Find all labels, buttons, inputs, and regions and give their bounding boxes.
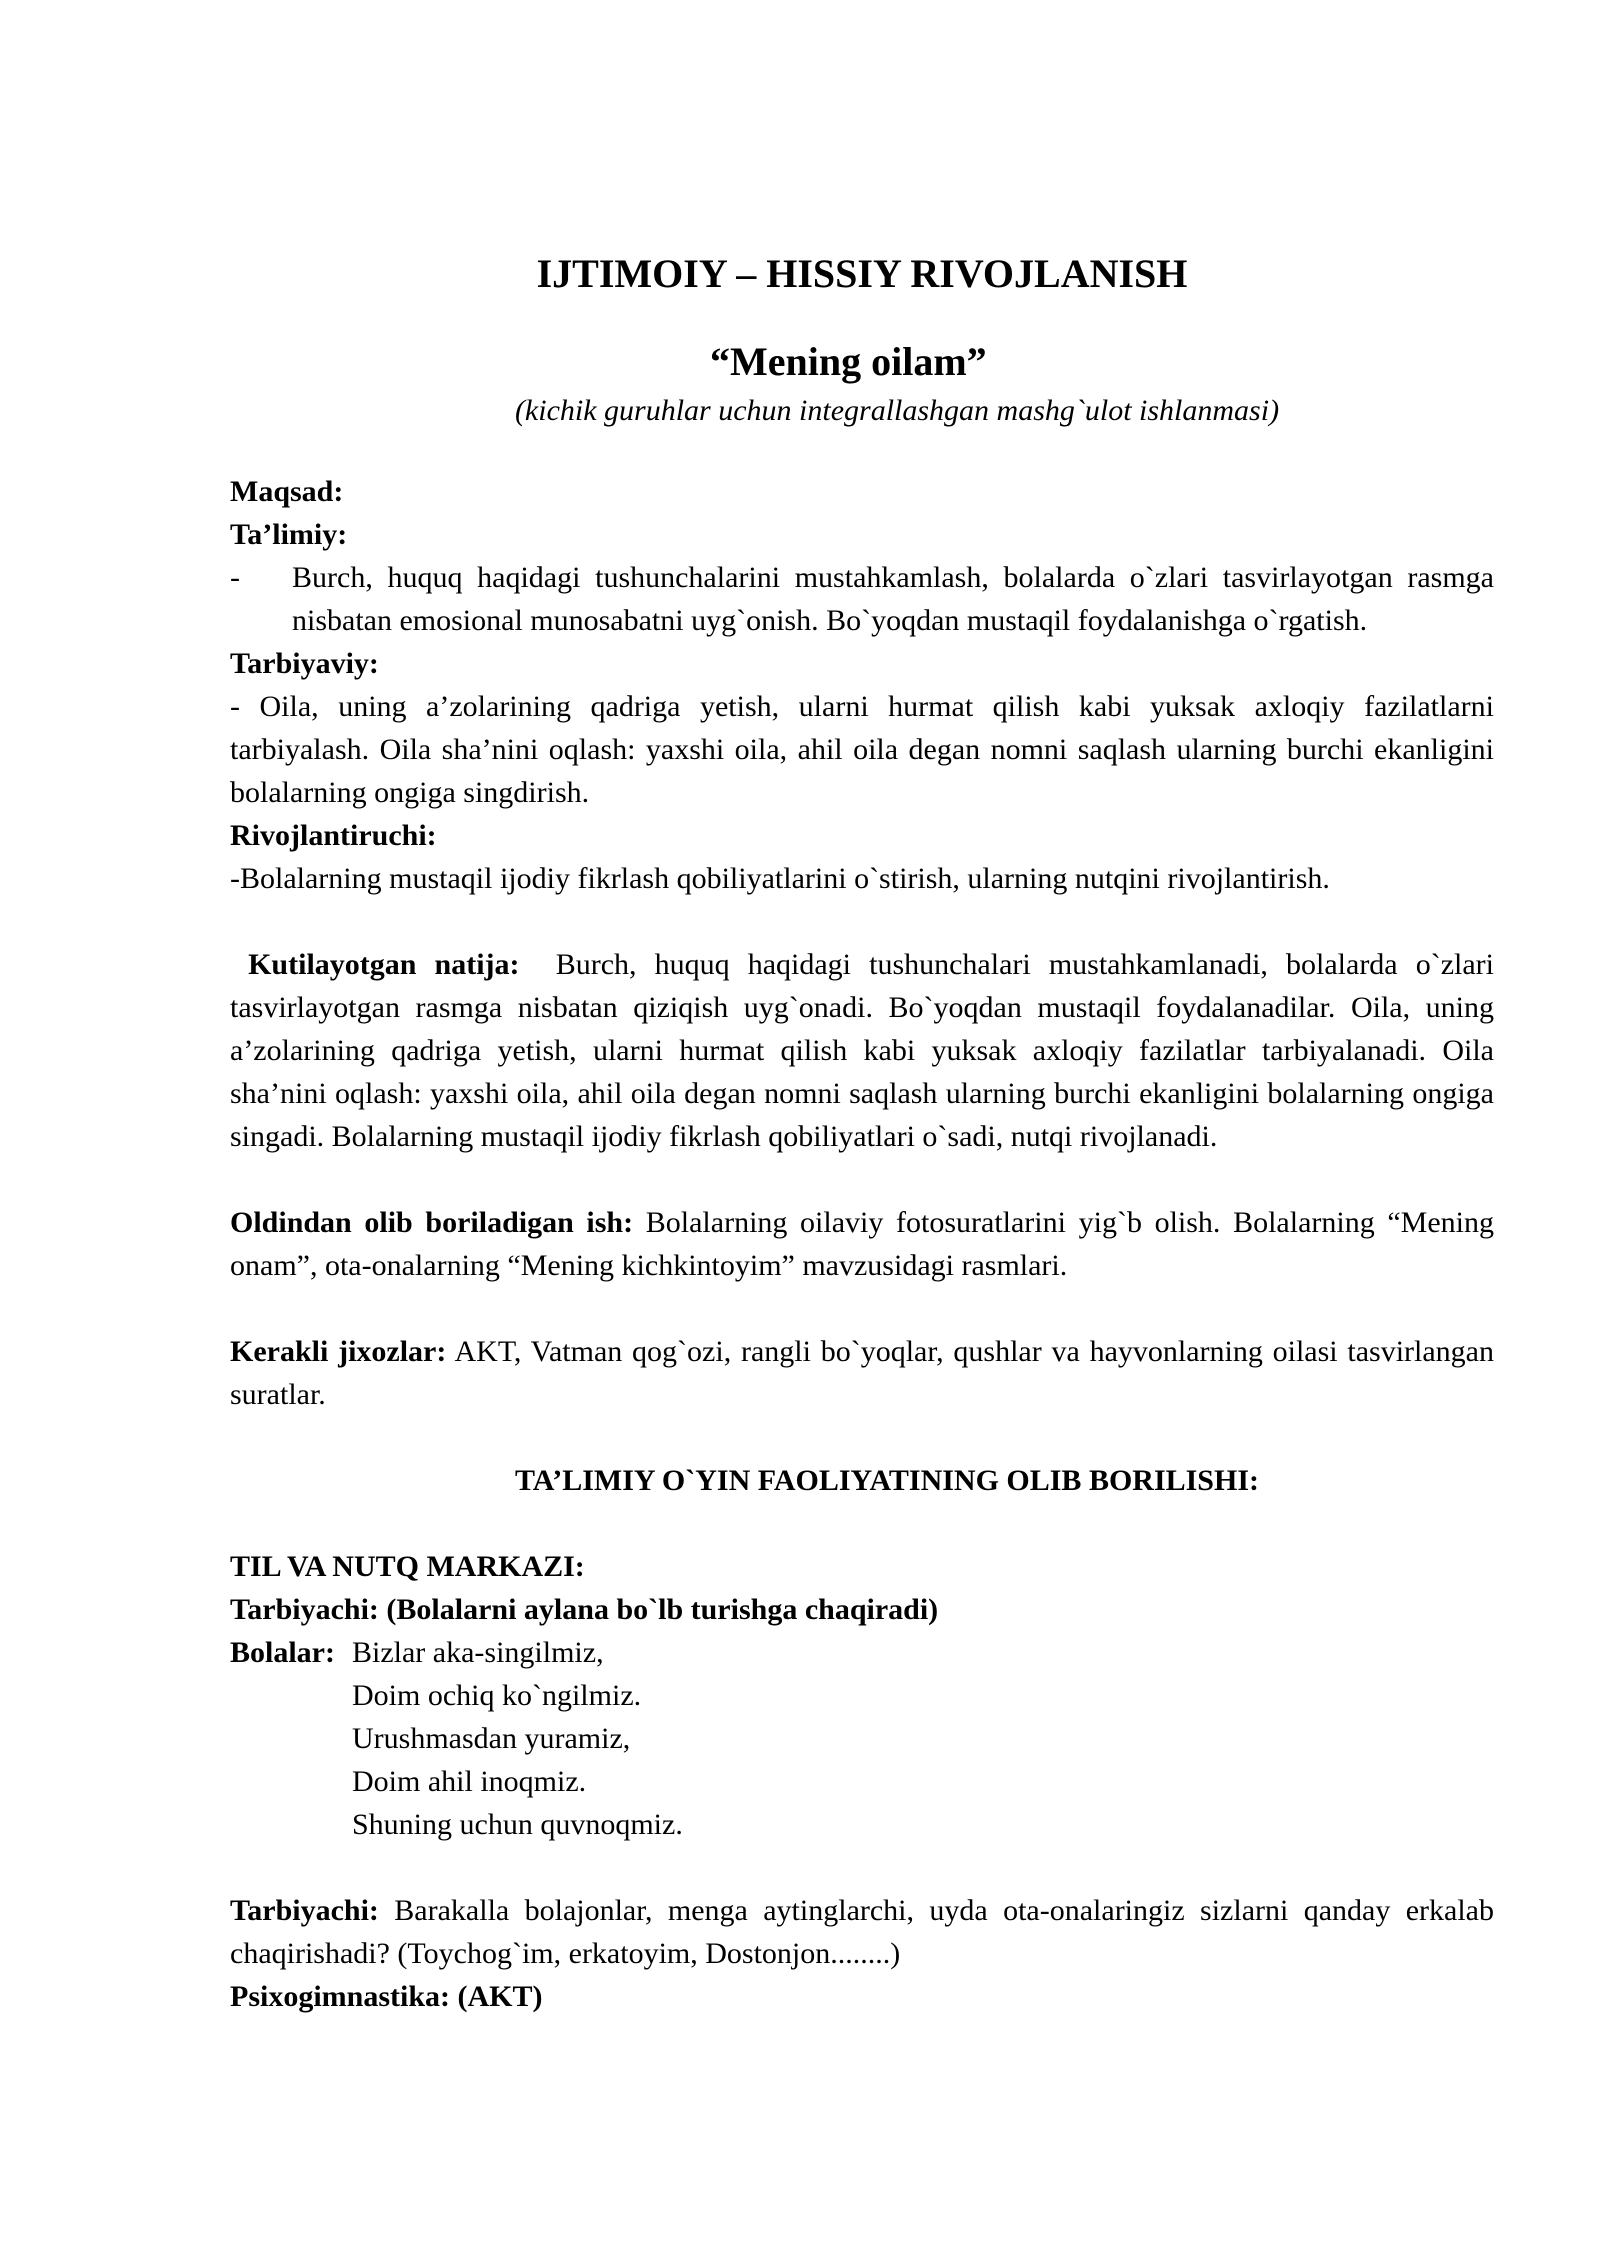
page-title: IJTIMOIY – HISSIY RIVOJLANISH (536, 251, 1188, 296)
poem-line: Shuning uchun quvnoqmiz. (352, 1808, 683, 1841)
expected-paragraph (230, 943, 1494, 1158)
tarbiyaviy-label: Tarbiyaviy: (230, 647, 379, 680)
rivoj-label: Rivojlantiruchi: (230, 819, 437, 852)
expected-label: Kutilayotgan natija: (248, 948, 520, 981)
poem-line: Doim ahil inoqmiz. (352, 1765, 587, 1798)
teacher-question-paragraph (230, 1889, 1494, 1975)
tarbiyaviy-text: - Oila, uning a’zolarining qadriga yetish, ularni hurmat qilish kabi yuksak axloqiy fazilatlarni tarbiyalash. Oila sha’nini oqlash: yaxshi oila, ahil oila degan nomni saqlash ularning burchi ekanligini bolalarning ongiga singdirish. (230, 690, 1494, 809)
spacer (230, 900, 1494, 943)
page-subtitle: “Mening oilam” (710, 339, 987, 384)
poem (230, 1631, 1494, 1846)
teacher-intro: Tarbiyachi: (Bolalarni aylana bo`lb turishga chaqiradi) (230, 1593, 939, 1626)
center-heading: TIL VA NUTQ MARKAZI: (230, 1550, 585, 1583)
rivoj-text: -Bolalarning mustaqil ijodiy fikrlash qobiliyatlarini o`stirish, ularning nutqini rivojlantirish. (230, 862, 1330, 895)
section-heading: TA’LIMIY O`YIN FAOLIYATINING OLIB BORILISHI: (514, 1464, 1259, 1497)
spacer (230, 1416, 1494, 1459)
teacher-question-text: Barakalla bolajonlar, menga aytinglarchi, uyda ota-onalaringiz sizlarni qanday erkalab chaqirishadi? (Toychog`im, erkatoyim, Dostonjon........) (230, 1894, 1494, 1970)
spacer (230, 1846, 1494, 1889)
preliminary-text: Bolalarning oilaviy fotosuratlarini yig`b olish. Bolalarning “Mening onam”, ota-onalarning “Mening kichkintoyim” mavzusidagi rasmlari. (230, 1206, 1495, 1282)
talimiy-text: Burch, huquq haqidagi tushunchalarini mustahkamlash, bolalarda o`zlari tasvirlayotgan rasmga nisbatan emosional munosabatni uyg`onish. Bo`yoqdan mustaqil foydalanishga o`rgatish. (292, 561, 1494, 637)
poem-line: Urushmasdan yuramiz, (352, 1722, 631, 1755)
preliminary-paragraph (230, 1201, 1494, 1287)
goals-heading: Maqsad: (230, 475, 344, 508)
teacher-question-label: Tarbiyachi: (230, 1894, 379, 1927)
poem-line: Doim ochiq ko`ngilmiz. (352, 1679, 642, 1712)
materials-label: Kerakli jixozlar: (230, 1335, 447, 1368)
talimiy-label: Ta’limiy: (230, 518, 348, 551)
poem-label: Bolalar: (230, 1636, 335, 1669)
spacer (230, 1502, 1494, 1545)
psycho-heading: Psixogimnastika: (AKT) (230, 1980, 543, 2013)
talimiy-paragraph (230, 556, 1494, 642)
page-note: (kichik guruhlar uchun integrallashgan mashg`ulot ishlanmasi) (514, 394, 1280, 427)
preliminary-label: Oldindan olib boriladigan ish: (230, 1206, 634, 1239)
expected-text: Burch, huquq haqidagi tushunchalari mustahkamlanadi, bolalarda o`zlari tasvirlayotgan rasmga nisbatan qiziqish uyg`onadi. Bo`yoqdan mustaqil foydalanadilar. Oila, uning a’zolarining qadriga yetish, ularni hurmat qilish kabi yuksak axloqiy fazilatlar tarbiyalanadi. Oila sha’nini oqlash: yaxshi oila, ahil oila degan nomni saqlash ularning burchi ekanligini bolalarning ongiga singadi. Bolalarning mustaqil ijodiy fikrlash qobiliyatlari o`sadi, nutqi rivojlanadi. (230, 948, 1494, 1153)
poem-first-line (230, 1631, 1494, 1674)
spacer (230, 1158, 1494, 1201)
talimiy-dash: - (230, 561, 240, 594)
materials-text: AKT, Vatman qog`ozi, rangli bo`yoqlar, qushlar va hayvonlarning oilasi tasvirlangan suratlar. (230, 1335, 1494, 1411)
materials-paragraph (230, 1330, 1494, 1416)
poem-line: Bizlar aka-singilmiz, (352, 1636, 604, 1669)
spacer (230, 1287, 1494, 1330)
document-body (230, 244, 1494, 2018)
